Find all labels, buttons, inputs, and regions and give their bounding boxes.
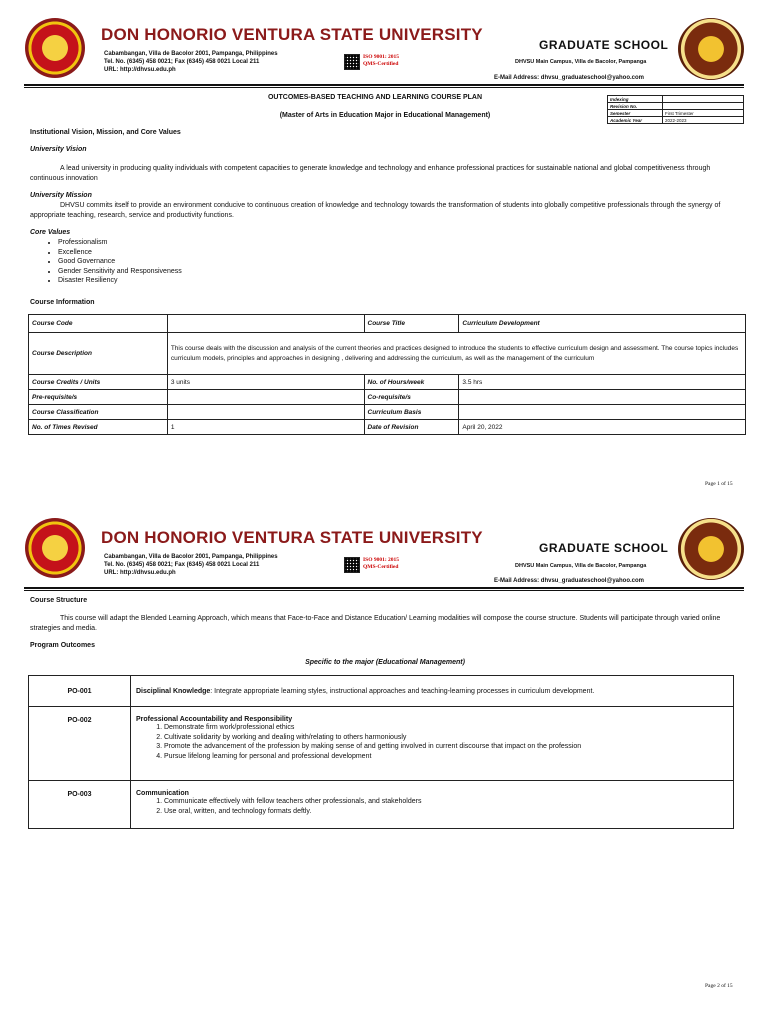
- revision-box: [607, 95, 744, 124]
- course-title-value: Curriculum Development: [459, 315, 746, 333]
- course-info-heading: Course Information: [30, 299, 95, 306]
- campus-address: DHVSU Main Campus, Villa de Bacolor, Pampanga: [515, 59, 647, 65]
- header-divider: [24, 84, 744, 86]
- graduate-school-seal-right: [678, 518, 744, 580]
- list-item: 3. Promote the advancement of the profession by making sense of and getting involved in current discourse that impact on the profession: [164, 742, 728, 752]
- hours-per-week-value: 3.5 hrs: [459, 375, 746, 390]
- qr-code-icon: [344, 54, 360, 70]
- course-credits-label: Course Credits / Units: [29, 375, 168, 390]
- campus-address: DHVSU Main Campus, Villa de Bacolor, Pampanga: [515, 563, 647, 569]
- revision-label: Academic Year: [608, 117, 663, 124]
- date-of-revision-label: Date of Revision: [364, 420, 459, 435]
- office-name: GRADUATE SCHOOL: [539, 38, 669, 52]
- course-credits-value: 3 units: [167, 375, 364, 390]
- curriculum-basis-value: [459, 405, 746, 420]
- list-item: • Professionalism: [58, 238, 182, 248]
- iso-certification: [363, 557, 399, 571]
- course-info-table: [28, 314, 746, 435]
- list-item: 4. Pursue lifelong learning for personal and professional development: [164, 752, 728, 762]
- course-structure-text: This course will adapt the Blended Learning Approach, which means that Face-to-Face and Distance Education/ Learning modalities will compose the course structure. Students will participate through varied online strategies and media.: [30, 615, 721, 632]
- header-divider: [24, 87, 744, 88]
- header-divider: [24, 590, 744, 591]
- iso-certification: [363, 54, 399, 68]
- course-structure-heading: Course Structure: [30, 597, 88, 604]
- graduate-school-seal-right: [678, 18, 744, 80]
- times-revised-value: 1: [167, 420, 364, 435]
- list-item: 1. Communicate effectively with fellow teachers other professionals, and stakeholders: [164, 797, 728, 807]
- address-block: [104, 50, 278, 74]
- list-item: 1. Demonstrate firm work/professional ethics: [164, 723, 728, 733]
- ivmcv-heading: Institutional Vision, Mission, and Core Values: [30, 129, 181, 136]
- po-code: PO-002: [29, 707, 131, 781]
- table-row: [29, 781, 734, 829]
- revision-value: First Trimester: [663, 110, 744, 117]
- table-row: [29, 405, 746, 420]
- table-row: [29, 333, 746, 375]
- table-row: [29, 375, 746, 390]
- address-line: Tel. No. (6345) 458 0021; Fax (6345) 458 0021 Local 211: [104, 59, 260, 65]
- program-outcomes-table: [28, 675, 734, 829]
- revision-value: [663, 103, 744, 110]
- revision-row: [608, 110, 744, 117]
- po-title: Professional Accountability and Responsibility: [136, 716, 293, 723]
- course-classification-label: Course Classification: [29, 405, 168, 420]
- course-description-value: This course deals with the discussion and analysis of the current theories and practices designed to introduce the students to effective curriculum design and assessment. The course topics includes curriculum models, principles and approaches in designing , delivering and addressing the curriculum, as well as the management of the curriculum: [167, 333, 745, 375]
- address-line: Cabambangan, Villa de Bacolor 2001, Pampanga, Philippines: [104, 554, 278, 560]
- revision-row: [608, 117, 744, 124]
- course-description-label: Course Description: [29, 333, 168, 375]
- hours-per-week-label: No. of Hours/week: [364, 375, 459, 390]
- document-title: OUTCOMES-BASED TEACHING AND LEARNING COURSE PLAN: [267, 94, 483, 101]
- prerequisite-value: [167, 390, 364, 405]
- po-code: PO-003: [29, 781, 131, 829]
- prerequisite-label: Pre-requisite/s: [29, 390, 168, 405]
- university-seal-left: [25, 518, 85, 578]
- document-subtitle: (Master of Arts in Education Major in Educational Management): [279, 112, 491, 119]
- mission-heading: University Mission: [30, 192, 92, 199]
- core-values-heading: Core Values: [30, 229, 71, 236]
- office-name: GRADUATE SCHOOL: [539, 541, 669, 555]
- times-revised-label: No. of Times Revised: [29, 420, 168, 435]
- curriculum-basis-label: Curriculum Basis: [364, 405, 459, 420]
- email-address: E-Mail Address: dhvsu_graduateschool@yahoo.com: [494, 578, 644, 584]
- revision-label: Semester: [608, 110, 663, 117]
- qr-code-icon: [344, 557, 360, 573]
- address-line: URL: http://dhvsu.edu.ph: [104, 67, 176, 73]
- address-line: URL: http://dhvsu.edu.ph: [104, 570, 176, 576]
- list-item: 2. Cultivate solidarity by working and dealing with/relating to others harmoniously: [164, 733, 728, 743]
- list-item: • Gender Sensitivity and Responsiveness: [58, 267, 182, 277]
- address-block: [104, 553, 278, 577]
- revision-row: [608, 96, 744, 103]
- iso-line: QMS-Certified: [363, 564, 399, 570]
- table-row: [29, 707, 734, 781]
- iso-line: QMS-Certified: [363, 61, 399, 67]
- table-row: [29, 676, 734, 707]
- university-name: DON HONORIO VENTURA STATE UNIVERSITY: [101, 25, 483, 44]
- list-item: • Good Governance: [58, 257, 182, 267]
- table-row: [29, 420, 746, 435]
- po-items: [136, 723, 728, 761]
- university-seal-left: [25, 18, 85, 78]
- revision-label: Revision No.: [608, 103, 663, 110]
- po-items: [136, 797, 728, 816]
- program-outcomes-subheading: Specific to the major (Educational Management): [305, 659, 465, 666]
- po-description: [131, 781, 734, 829]
- list-item: 2. Use oral, written, and technology formats deftly.: [164, 807, 728, 817]
- revision-label: Indexing: [608, 96, 663, 103]
- address-line: Tel. No. (6345) 458 0021; Fax (6345) 458 0021 Local 211: [104, 562, 260, 568]
- mission-text: DHVSU commits itself to provide an environment conducive to continuous creation of knowledge and technology towards the transformation of students into globally competitive professionals through the synergy of appropriate teaching, research, service and productivity functions.: [30, 202, 721, 219]
- header-divider: [24, 587, 744, 589]
- program-outcomes-heading: Program Outcomes: [30, 642, 95, 649]
- po-text: : Integrate appropriate learning styles, instructional approaches and teaching-learning processes in curriculum development.: [210, 687, 595, 695]
- po-title: Communication: [136, 790, 189, 797]
- vision-text: A lead university in producing quality individuals with competent capacities to generate knowledge and technology and enhance professional practices for sustainable national and global competitiveness through continuous innovation: [30, 165, 711, 182]
- email-address: E-Mail Address: dhvsu_graduateschool@yahoo.com: [494, 75, 644, 81]
- corequisite-value: [459, 390, 746, 405]
- revision-row: [608, 103, 744, 110]
- vision-heading: University Vision: [30, 146, 87, 153]
- university-name: DON HONORIO VENTURA STATE UNIVERSITY: [101, 528, 483, 547]
- course-code-value: [167, 315, 364, 333]
- course-classification-value: [167, 405, 364, 420]
- course-code-label: Course Code: [29, 315, 168, 333]
- iso-line: ISO 9001: 2015: [363, 54, 400, 60]
- core-values-list: [30, 238, 182, 286]
- date-of-revision-value: April 20, 2022: [459, 420, 746, 435]
- po-description: [131, 707, 734, 781]
- table-row: [29, 390, 746, 405]
- course-title-label: Course Title: [364, 315, 459, 333]
- list-item: • Disaster Resiliency: [58, 276, 182, 286]
- po-code: PO-001: [29, 676, 131, 707]
- corequisite-label: Co-requisite/s: [364, 390, 459, 405]
- list-item: • Excellence: [58, 248, 182, 258]
- address-line: Cabambangan, Villa de Bacolor 2001, Pampanga, Philippines: [104, 51, 278, 57]
- revision-value: [663, 96, 744, 103]
- page-number: Page 1 of 15: [705, 481, 733, 487]
- po-description: [131, 676, 734, 707]
- revision-value: 2022-2023: [663, 117, 744, 124]
- iso-line: ISO 9001: 2015: [363, 557, 400, 563]
- page-number: Page 2 of 15: [705, 983, 733, 989]
- table-row: [29, 315, 746, 333]
- po-title: Disciplinal Knowledge: [136, 687, 211, 695]
